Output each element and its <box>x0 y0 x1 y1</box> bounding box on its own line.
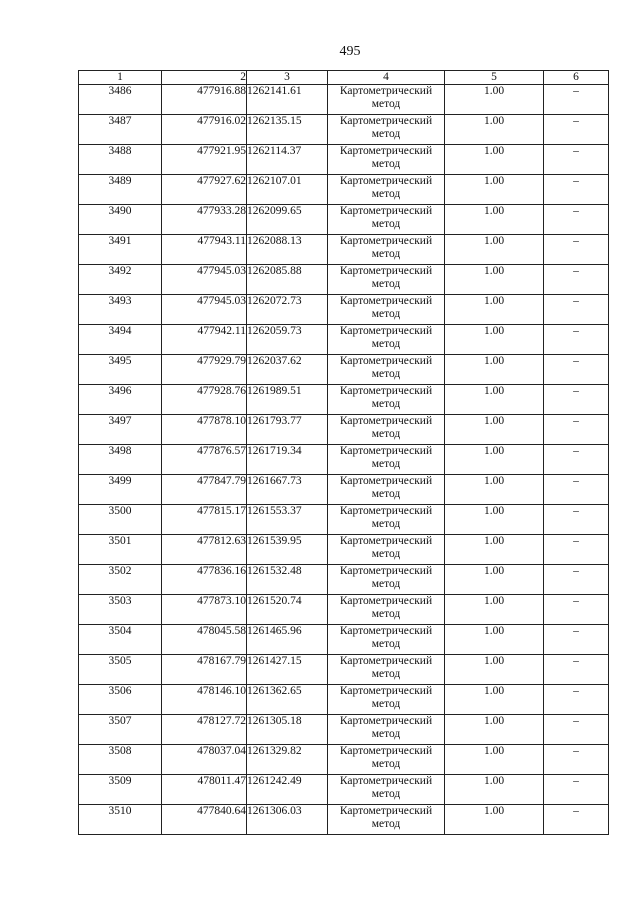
method-cell <box>328 625 445 655</box>
method-text-line1: Картометрический <box>339 535 433 547</box>
accuracy-cell: 1.00 <box>445 235 544 265</box>
y-coordinate-cell: 1261719.34 <box>247 445 328 475</box>
description-cell: – <box>544 355 609 385</box>
method-text-line2: метод <box>371 98 401 110</box>
accuracy-cell: 1.00 <box>445 415 544 445</box>
y-coordinate-cell: 1261667.73 <box>247 475 328 505</box>
method-text-line2: метод <box>371 308 401 320</box>
point-number-cell: 3492 <box>79 265 162 295</box>
method-cell <box>328 535 445 565</box>
y-coordinate-cell: 1262135.15 <box>247 115 328 145</box>
table-row <box>79 295 609 325</box>
point-number-cell: 3493 <box>79 295 162 325</box>
method-text-line2: метод <box>371 158 401 170</box>
x-coordinate-cell: 478167.79 <box>162 655 247 685</box>
table-row <box>79 85 609 115</box>
method-cell <box>328 325 445 355</box>
accuracy-cell: 1.00 <box>445 205 544 235</box>
point-number-cell: 3487 <box>79 115 162 145</box>
y-coordinate-cell: 1261532.48 <box>247 565 328 595</box>
point-number-cell: 3498 <box>79 445 162 475</box>
table-row <box>79 415 609 445</box>
method-text-line1: Картометрический <box>339 295 433 307</box>
accuracy-cell: 1.00 <box>445 295 544 325</box>
table-row <box>79 655 609 685</box>
method-text-line2: метод <box>371 728 401 740</box>
method-cell <box>328 655 445 685</box>
point-number-cell: 3501 <box>79 535 162 565</box>
table-row <box>79 745 609 775</box>
description-cell: – <box>544 475 609 505</box>
y-coordinate-cell: 1262114.37 <box>247 145 328 175</box>
description-cell: – <box>544 385 609 415</box>
description-cell: – <box>544 715 609 745</box>
column-header-3: 3 <box>247 71 328 85</box>
accuracy-cell: 1.00 <box>445 535 544 565</box>
x-coordinate-cell: 478045.58 <box>162 625 247 655</box>
accuracy-cell: 1.00 <box>445 145 544 175</box>
method-cell <box>328 715 445 745</box>
page-number: 495 <box>339 44 361 59</box>
x-coordinate-cell: 477929.79 <box>162 355 247 385</box>
point-number-cell: 3504 <box>79 625 162 655</box>
table-row <box>79 685 609 715</box>
table-row <box>79 145 609 175</box>
x-coordinate-cell: 478127.72 <box>162 715 247 745</box>
column-header-5: 5 <box>445 71 544 85</box>
y-coordinate-cell: 1262085.88 <box>247 265 328 295</box>
x-coordinate-cell: 477921.95 <box>162 145 247 175</box>
accuracy-cell: 1.00 <box>445 805 544 835</box>
method-text-line1: Картометрический <box>339 655 433 667</box>
method-text-line2: метод <box>371 548 401 560</box>
point-number-cell: 3508 <box>79 745 162 775</box>
method-cell <box>328 115 445 145</box>
accuracy-cell: 1.00 <box>445 85 544 115</box>
y-coordinate-cell: 1262037.62 <box>247 355 328 385</box>
accuracy-cell: 1.00 <box>445 775 544 805</box>
method-text-line1: Картометрический <box>339 175 433 187</box>
point-number-cell: 3495 <box>79 355 162 385</box>
accuracy-cell: 1.00 <box>445 475 544 505</box>
accuracy-cell: 1.00 <box>445 595 544 625</box>
table-row <box>79 595 609 625</box>
point-number-cell: 3489 <box>79 175 162 205</box>
method-cell <box>328 265 445 295</box>
y-coordinate-cell: 1261329.82 <box>247 745 328 775</box>
x-coordinate-cell: 477876.57 <box>162 445 247 475</box>
method-text-line1: Картометрический <box>339 595 433 607</box>
method-cell <box>328 745 445 775</box>
x-coordinate-cell: 477840.64 <box>162 805 247 835</box>
table-row <box>79 805 609 835</box>
y-coordinate-cell: 1262072.73 <box>247 295 328 325</box>
method-text-line1: Картометрический <box>339 505 433 517</box>
accuracy-cell: 1.00 <box>445 625 544 655</box>
accuracy-cell: 1.00 <box>445 685 544 715</box>
method-text-line1: Картометрический <box>339 415 433 427</box>
method-text-line1: Картометрический <box>339 775 433 787</box>
method-cell <box>328 805 445 835</box>
point-number-cell: 3502 <box>79 565 162 595</box>
accuracy-cell: 1.00 <box>445 565 544 595</box>
method-cell <box>328 595 445 625</box>
table-row <box>79 205 609 235</box>
point-number-cell: 3486 <box>79 85 162 115</box>
method-cell <box>328 175 445 205</box>
method-text-line1: Картометрический <box>339 445 433 457</box>
method-text-line2: метод <box>371 218 401 230</box>
accuracy-cell: 1.00 <box>445 445 544 475</box>
table-row <box>79 115 609 145</box>
method-cell <box>328 235 445 265</box>
method-text-line2: метод <box>371 758 401 770</box>
method-text-line2: метод <box>371 458 401 470</box>
x-coordinate-cell: 477933.28 <box>162 205 247 235</box>
table-header-row <box>79 71 609 85</box>
x-coordinate-cell: 477815.17 <box>162 505 247 535</box>
method-cell <box>328 415 445 445</box>
method-text-line1: Картометрический <box>339 385 433 397</box>
description-cell: – <box>544 655 609 685</box>
table-row <box>79 475 609 505</box>
accuracy-cell: 1.00 <box>445 355 544 385</box>
method-cell <box>328 775 445 805</box>
description-cell: – <box>544 775 609 805</box>
method-text-line2: метод <box>371 638 401 650</box>
method-text-line1: Картометрический <box>339 235 433 247</box>
x-coordinate-cell: 477945.03 <box>162 295 247 325</box>
method-text-line2: метод <box>371 488 401 500</box>
method-text-line1: Картометрический <box>339 205 433 217</box>
point-number-cell: 3497 <box>79 415 162 445</box>
description-cell: – <box>544 295 609 325</box>
y-coordinate-cell: 1261242.49 <box>247 775 328 805</box>
table-row <box>79 775 609 805</box>
method-text-line2: метод <box>371 608 401 620</box>
method-text-line1: Картометрический <box>339 325 433 337</box>
x-coordinate-cell: 477847.79 <box>162 475 247 505</box>
point-number-cell: 3507 <box>79 715 162 745</box>
y-coordinate-cell: 1262107.01 <box>247 175 328 205</box>
point-number-cell: 3500 <box>79 505 162 535</box>
description-cell: – <box>544 175 609 205</box>
accuracy-cell: 1.00 <box>445 325 544 355</box>
method-text-line1: Картометрический <box>339 265 433 277</box>
method-text-line1: Картометрический <box>339 565 433 577</box>
method-cell <box>328 205 445 235</box>
method-text-line1: Картометрический <box>339 745 433 757</box>
x-coordinate-cell: 477916.02 <box>162 115 247 145</box>
method-text-line1: Картометрический <box>339 475 433 487</box>
y-coordinate-cell: 1262088.13 <box>247 235 328 265</box>
point-number-cell: 3505 <box>79 655 162 685</box>
x-coordinate-cell: 477927.62 <box>162 175 247 205</box>
y-coordinate-cell: 1261539.95 <box>247 535 328 565</box>
table-row <box>79 535 609 565</box>
description-cell: – <box>544 805 609 835</box>
method-cell <box>328 445 445 475</box>
method-text-line1: Картометрический <box>339 85 433 97</box>
method-text-line1: Картометрический <box>339 715 433 727</box>
point-number-cell: 3509 <box>79 775 162 805</box>
x-coordinate-cell: 477942.11 <box>162 325 247 355</box>
description-cell: – <box>544 445 609 475</box>
method-cell <box>328 565 445 595</box>
method-text-line2: метод <box>371 368 401 380</box>
point-number-cell: 3503 <box>79 595 162 625</box>
x-coordinate-cell: 477836.16 <box>162 565 247 595</box>
method-cell <box>328 685 445 715</box>
point-number-cell: 3488 <box>79 145 162 175</box>
method-text-line2: метод <box>371 248 401 260</box>
y-coordinate-cell: 1262141.61 <box>247 85 328 115</box>
description-cell: – <box>544 745 609 775</box>
x-coordinate-cell: 477878.10 <box>162 415 247 445</box>
table-row <box>79 445 609 475</box>
description-cell: – <box>544 415 609 445</box>
x-coordinate-cell: 477928.76 <box>162 385 247 415</box>
method-text-line1: Картометрический <box>339 145 433 157</box>
description-cell: – <box>544 595 609 625</box>
x-coordinate-cell: 477945.03 <box>162 265 247 295</box>
method-text-line2: метод <box>371 278 401 290</box>
x-coordinate-cell: 477812.63 <box>162 535 247 565</box>
point-number-cell: 3506 <box>79 685 162 715</box>
column-header-6: 6 <box>544 71 609 85</box>
description-cell: – <box>544 265 609 295</box>
x-coordinate-cell: 477943.11 <box>162 235 247 265</box>
point-number-cell: 3491 <box>79 235 162 265</box>
description-cell: – <box>544 115 609 145</box>
method-cell <box>328 475 445 505</box>
accuracy-cell: 1.00 <box>445 655 544 685</box>
description-cell: – <box>544 85 609 115</box>
table-body <box>79 85 609 835</box>
accuracy-cell: 1.00 <box>445 385 544 415</box>
accuracy-cell: 1.00 <box>445 265 544 295</box>
point-number-cell: 3490 <box>79 205 162 235</box>
description-cell: – <box>544 325 609 355</box>
description-cell: – <box>544 145 609 175</box>
x-coordinate-cell: 477916.88 <box>162 85 247 115</box>
y-coordinate-cell: 1261553.37 <box>247 505 328 535</box>
method-cell <box>328 505 445 535</box>
method-text-line2: метод <box>371 818 401 830</box>
method-text-line1: Картометрический <box>339 115 433 127</box>
method-text-line2: метод <box>371 698 401 710</box>
method-text-line2: метод <box>371 788 401 800</box>
table-row <box>79 565 609 595</box>
method-text-line2: метод <box>371 668 401 680</box>
method-text-line2: метод <box>371 398 401 410</box>
y-coordinate-cell: 1261989.51 <box>247 385 328 415</box>
method-text-line2: метод <box>371 428 401 440</box>
method-cell <box>328 355 445 385</box>
column-header-4: 4 <box>328 71 445 85</box>
accuracy-cell: 1.00 <box>445 505 544 535</box>
table-row <box>79 505 609 535</box>
coordinates-table <box>78 70 609 835</box>
description-cell: – <box>544 235 609 265</box>
x-coordinate-cell: 478037.04 <box>162 745 247 775</box>
method-text-line1: Картометрический <box>339 355 433 367</box>
table-row <box>79 265 609 295</box>
table-row <box>79 355 609 385</box>
point-number-cell: 3496 <box>79 385 162 415</box>
description-cell: – <box>544 565 609 595</box>
x-coordinate-cell: 478146.10 <box>162 685 247 715</box>
accuracy-cell: 1.00 <box>445 175 544 205</box>
point-number-cell: 3510 <box>79 805 162 835</box>
y-coordinate-cell: 1261427.15 <box>247 655 328 685</box>
description-cell: – <box>544 625 609 655</box>
method-text-line2: метод <box>371 188 401 200</box>
method-text-line2: метод <box>371 338 401 350</box>
y-coordinate-cell: 1261465.96 <box>247 625 328 655</box>
accuracy-cell: 1.00 <box>445 745 544 775</box>
table-row <box>79 715 609 745</box>
accuracy-cell: 1.00 <box>445 115 544 145</box>
x-coordinate-cell: 478011.47 <box>162 775 247 805</box>
y-coordinate-cell: 1262099.65 <box>247 205 328 235</box>
table-row <box>79 235 609 265</box>
description-cell: – <box>544 205 609 235</box>
table-row <box>79 385 609 415</box>
accuracy-cell: 1.00 <box>445 715 544 745</box>
column-header-1: 1 <box>79 71 162 85</box>
y-coordinate-cell: 1262059.73 <box>247 325 328 355</box>
table-row <box>79 175 609 205</box>
method-text-line1: Картометрический <box>339 805 433 817</box>
x-coordinate-cell: 477873.10 <box>162 595 247 625</box>
method-text-line2: метод <box>371 578 401 590</box>
y-coordinate-cell: 1261305.18 <box>247 715 328 745</box>
method-cell <box>328 295 445 325</box>
method-text-line2: метод <box>371 128 401 140</box>
table-row <box>79 625 609 655</box>
description-cell: – <box>544 535 609 565</box>
table-row <box>79 325 609 355</box>
point-number-cell: 3494 <box>79 325 162 355</box>
method-text-line1: Картометрический <box>339 625 433 637</box>
column-header-2: 2 <box>162 71 247 85</box>
method-text-line2: метод <box>371 518 401 530</box>
description-cell: – <box>544 505 609 535</box>
method-cell <box>328 385 445 415</box>
method-cell <box>328 85 445 115</box>
method-cell <box>328 145 445 175</box>
y-coordinate-cell: 1261306.03 <box>247 805 328 835</box>
point-number-cell: 3499 <box>79 475 162 505</box>
y-coordinate-cell: 1261362.65 <box>247 685 328 715</box>
y-coordinate-cell: 1261793.77 <box>247 415 328 445</box>
y-coordinate-cell: 1261520.74 <box>247 595 328 625</box>
method-text-line1: Картометрический <box>339 685 433 697</box>
description-cell: – <box>544 685 609 715</box>
